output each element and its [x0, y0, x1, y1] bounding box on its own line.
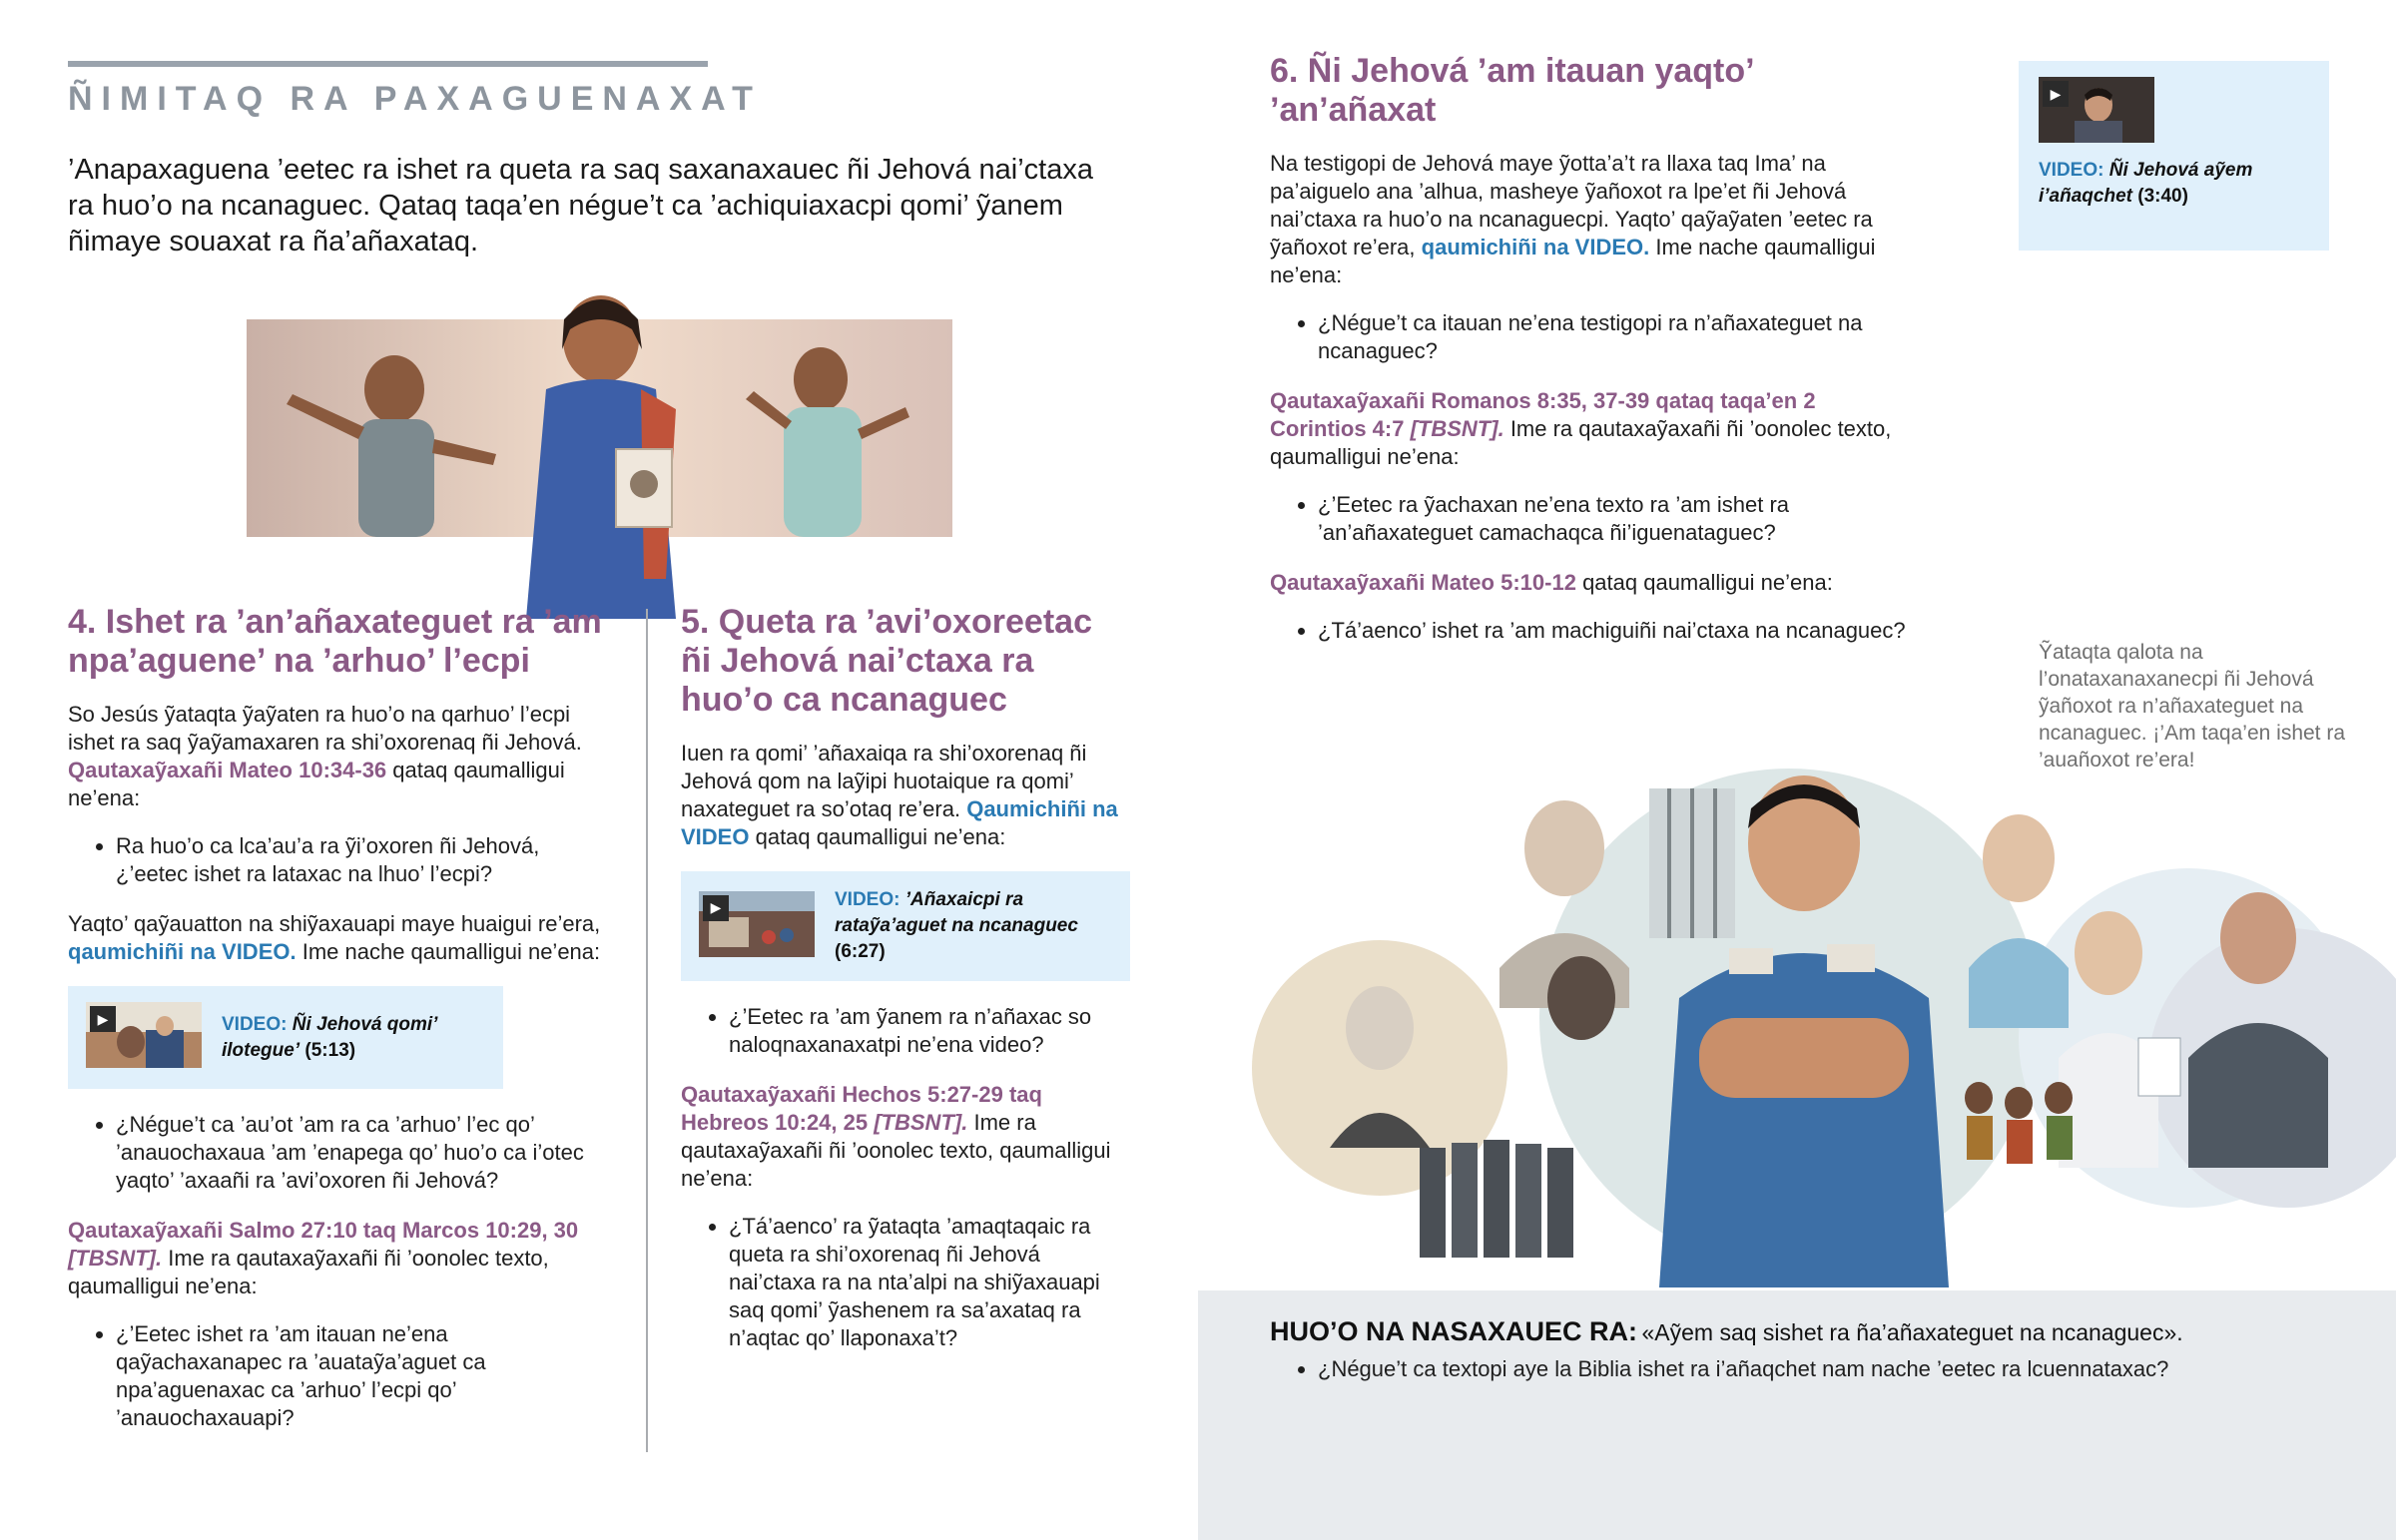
scripture-reference[interactable]: Qautaxaỹaxañi Hechos 5:27-29 taq Hebreos 10:24, 25 — [681, 1082, 1042, 1135]
video-thumbnail[interactable] — [699, 891, 815, 962]
question-item: • ¿’Eetec ra ’am ỹanem ra n’añaxac so naloqnaxanaxatpi ne’ena video? — [729, 1003, 1130, 1059]
translation-tag: [TBSNT]. — [874, 1110, 968, 1135]
witnesses-collage-illustration — [1230, 769, 2396, 1287]
scripture-reference[interactable]: Qautaxaỹaxañi Mateo 10:34-36 — [68, 758, 387, 782]
question-item: • ¿Tá’aenco’ ishet ra ’am machiguiñi nai’ctaxa na ncanaguec? — [1318, 617, 1909, 645]
video-thumbnail[interactable] — [86, 1002, 202, 1073]
question-item: • ¿’Eetec ishet ra ’am itauan ne’ena qaỹachaxanapec ra ’auataỹa’aguet ca npa’aguenaxac ca ’arhuo’ l’ecpi qo’ ’anauochaxauapi? — [116, 1320, 607, 1432]
question-list — [68, 1320, 607, 1432]
prison-bars — [1649, 788, 1735, 938]
video-card[interactable] — [681, 871, 1130, 981]
summary-text: «Aỹem saq sishet ra ña’añaxateguet na ncanaguec». — [1641, 1319, 2183, 1345]
watch-video-link[interactable]: qaumichiñi na VIDEO. — [68, 939, 297, 964]
column-divider — [646, 609, 648, 1452]
watch-video-link[interactable]: qaumichiñi na VIDEO. — [1421, 235, 1650, 259]
right-page — [1198, 0, 2396, 1540]
section-6-paragraph-2: Qautaxaỹaxañi Romanos 8:35, 37-39 qataq taqa’en 2 Corintios 4:7 [TBSNT]. Ime ra qautaxaỹaxañi ñi ’oonolec texto, qaumalligui ne’ena: — [1270, 388, 1892, 469]
section-5-paragraph-2: Qautaxaỹaxañi Hechos 5:27-29 taq Hebreos 10:24, 25 [TBSNT]. Ime ra qautaxaỹaxañi ñi ’oonolec texto, qaumalligui ne’ena: — [681, 1082, 1111, 1191]
section-5-title: 5. Queta ra ’avi’oxoreetac ñi Jehová nai’ctaxa ra huo’o ca ncanaguec — [681, 603, 1092, 719]
question-item: • ¿Négue’t ca textopi aye la Biblia ishet ra i’añaqchet nam nache ’eetec ra lcuennataxac? — [1318, 1355, 2328, 1383]
watch-video-link[interactable]: Qaumichiñi na VIDEO — [681, 796, 1118, 849]
section-6-paragraph-1: Na testigopi de Jehová maye ỹotta’a’t ra llaxa taq Ima’ na pa’aiguelo ana ’alhua, masheye ỹañoxot ra lpe’et ñi Jehová nai’ctaxa ra huo’o na ncanaguecpi. Yaqto’ qaỹaỹaten ’eetec ra ỹañoxot re’era, qaumichiñi na VIDEO. Ime nache qaumalligui ne’ena: — [1270, 151, 1876, 287]
question-list — [1270, 1355, 2328, 1383]
video-label: VIDEO: Ñi Jehová aỹem i’añaqchet (3:40) — [2039, 160, 2253, 207]
play-icon[interactable]: ▶ — [703, 895, 729, 921]
question-list — [681, 1213, 1130, 1352]
section-5-paragraph-1: Iuen ra qomi’ ’añaxaiqa ra shi’oxorenaq ñi Jehová qom na laỹipi huotaique ra qomi’ naxateguet ra so’otaq re’era. Qaumichiñi na VIDEO qataq qaumalligui ne’ena: — [681, 741, 1118, 849]
section-4-paragraph-2: Yaqto’ qaỹauatton na shiỹaxauapi maye huaigui re’era, qaumichiñi na VIDEO. Ime nache qaumalligui ne’ena: — [68, 911, 601, 964]
section-4-paragraph-1: So Jesús ỹataqta ỹaỹaten ra huo’o na qarhuo’ l’ecpi ishet ra saq ỹaỹamaxaren ra shi’oxorenaq ñi Jehová. Qautaxaỹaxañi Mateo 10:34-36 qataq qaumalligui ne’ena: — [68, 702, 582, 810]
question-list — [681, 1003, 1130, 1059]
translation-tag: [TBSNT]. — [1410, 416, 1504, 441]
scripture-reference[interactable]: Qautaxaỹaxañi Romanos 8:35, 37-39 qataq taqa’en 2 Corintios 4:7 — [1270, 388, 1816, 441]
play-icon[interactable]: ▶ — [90, 1006, 116, 1032]
illustration-caption: Ỹataqta qalota na l’onataxanaxanecpi ñi Jehová ỹañoxot ra n’añaxateguet na ncanaguec. ¡’Am taqa’en ishet ra ’auañoxot re’era! — [2039, 641, 2346, 771]
translation-tag: [TBSNT]. — [68, 1246, 163, 1271]
section-kicker: ÑIMITAQ RA PAXAGUENAXAT — [68, 80, 762, 118]
video-card[interactable] — [68, 986, 503, 1089]
scripture-reference[interactable]: Qautaxaỹaxañi Salmo 27:10 taq Marcos 10:29, 30 — [68, 1218, 579, 1243]
summary-statement — [1270, 1316, 2328, 1347]
hero-illustration — [247, 279, 952, 619]
question-item: • Ra huo’o ca lca’au’a ra ỹi’oxoren ñi Jehová, ¿’eetec ishet ra lataxac na lhuo’ l’ecpi? — [116, 832, 607, 888]
figure-group-of-men — [1420, 1140, 1573, 1258]
section-6-paragraph-3: Qautaxaỹaxañi Mateo 5:10-12 qataq qaumalligui ne’ena: — [1270, 570, 1833, 595]
top-rule — [68, 61, 708, 67]
summary-label: HUO’O NA NASAXAUEC RA: — [1270, 1316, 1638, 1346]
section-4 — [68, 603, 607, 1454]
video-thumbnail[interactable] — [2039, 77, 2154, 148]
question-list — [68, 832, 607, 888]
scripture-reference[interactable]: Qautaxaỹaxañi Mateo 5:10-12 — [1270, 570, 1576, 595]
figure-seated-men — [1965, 1082, 2073, 1164]
summary-block — [1270, 1316, 2328, 1405]
question-list — [68, 1111, 607, 1195]
question-item: • ¿’Eetec ra ỹachaxan ne’ena texto ra ’am ishet ra ’an’añaxateguet camachaqca ñi’iguenataguec? — [1318, 491, 1909, 547]
section-4-title: 4. Ishet ra ’an’añaxateguet ra ’am npa’aguene’ na ’arhuo’ l’ecpi — [68, 603, 602, 680]
section-4-paragraph-3: Qautaxaỹaxañi Salmo 27:10 taq Marcos 10:29, 30 [TBSNT]. Ime ra qautaxaỹaxañi ñi ’oonolec texto, qaumalligui ne’ena: — [68, 1218, 579, 1298]
play-icon[interactable]: ▶ — [2043, 81, 2069, 107]
question-item: • ¿Négue’t ca itauan ne’ena testigopi ra n’añaxateguet na ncanaguec? — [1318, 309, 1909, 365]
question-list — [1270, 491, 1909, 547]
video-label: VIDEO: ’Añaxaicpi ra rataỹa’aguet na ncanaguec (6:27) — [835, 889, 1078, 962]
intro-paragraph: ’Anapaxaguena ’eetec ra ishet ra queta ra saq saxanaxauec ñi Jehová nai’ctaxa ra huo’o na ncanaguec. Qataq taqa’en négue’t ca ’achiquiaxacpi qomi’ ỹanem ñimaye souaxat ra ña’añaxataq. — [68, 154, 1093, 257]
video-label: VIDEO: Ñi Jehová qomi’ ilotegue’ (5:13) — [222, 1013, 437, 1061]
question-item: • ¿Négue’t ca ’au’ot ’am ra ca ’arhuo’ l’ec qo’ ’anauochaxaua ’am ’enapega qo’ huo’o ca i’otec yaqto’ ’axaañi ra ’avi’oxoren ñi Jehová? — [116, 1111, 607, 1195]
section-6 — [1270, 52, 1909, 667]
question-list — [1270, 617, 1909, 645]
summary-band — [1198, 1290, 2396, 1540]
question-list — [1270, 309, 1909, 365]
figure-man-portrait — [1547, 956, 1615, 1040]
section-5 — [681, 603, 1130, 1374]
question-item: • ¿Tá’aenco’ ra ỹataqta ’amaqtaqaic ra queta ra shi’oxorenaq ñi Jehová nai’ctaxa ra na nta’alpi na shiỹaxauapi saq qomi’ ỹashenem ra sa’axataq ra n’aqtac qo’ llaponaxa’t? — [729, 1213, 1130, 1352]
sidebar-video-card[interactable] — [2019, 61, 2329, 251]
section-6-title: 6. Ñi Jehová ’am itauan yaqto’ ’an’añaxat — [1270, 52, 1753, 129]
